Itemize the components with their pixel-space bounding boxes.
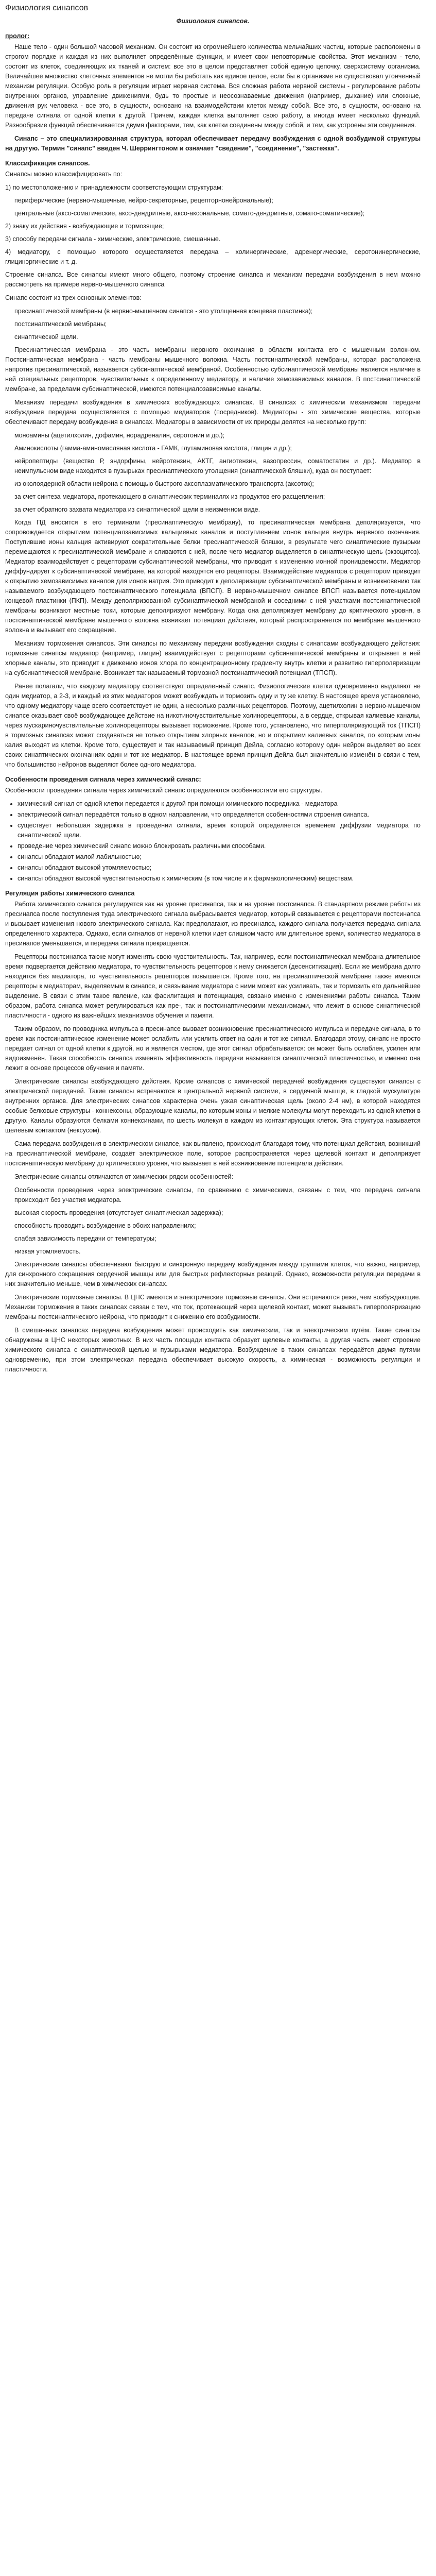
paragraph: Синапс состоит из трех основных элементов: — [5, 294, 142, 302]
paragraph: Строение синапса. Все синапсы имеют много общего, поэтому строение синапса и механизм передачи возбуждения в нем можно рассмотреть на примере нервно-мышечного синапса — [5, 271, 421, 289]
paragraph: Механизм передачи возбуждения в химических возбуждающих синапсах. В синапсах с химическим механизмом передачи возбуждения передача осуществляется с помощью медиаторов (посредников). Медиаторы - это химические вещества, которые обеспечивают передачу возбуждения в синапсах. Медиаторы в зависимости от их природы делятся на несколько групп: — [5, 399, 421, 426]
list-item: Аминокислоты (гамма-аминомасляная кислота - ГАМК, глутаминовая кислота, глицин и др.); — [14, 445, 292, 452]
list-item: 3) способу передачи сигнала - химические, электрические, смешанные. — [5, 235, 221, 243]
list-item: пресинаптической мембраны (в нервно-мышечном синапсе - это утолщенная концевая пластинка); — [14, 308, 313, 315]
list-item: постсинаптической мембраны; — [14, 320, 107, 328]
list-item: слабая зависимость передачи от температуры; — [14, 1235, 156, 1243]
list-item: • электрический сигнал передаётся только в одном направлении, что определяется особенностями строения синапса. — [18, 810, 421, 820]
paragraph: Когда ПД вносится в его терминали (пресинаптическую мембрану), то пресинаптическая мембрана деполяризуется, что сопровождается открытием потенциалзависимых кальциевых каналов и поступлением ионов кальция внутрь нервного окончания. Поступившие ионы кальция активируют сократительные белки пресинаптической бляшки, в результате чего синаптические пузырьки перемещаются к пресинаптической мембране и сливаются с ней, после чего медиатор выделяется в синаптическую щель (экзоцитоз). Медиатор взаимодействует с рецепторами субсинаптической мембраны, что приводит к изменению ионной проницаемости. Медиатор диффундирует к субсинаптической мембране, на которой находятся его рецепторы. Взаимодействие медиатора с рецептором приводит к открытию хемозависимых каналов для ионов натрия. Это приводит к деполяризации субсинаптической мембраны и возникновению так называемого возбуждающего постсинаптического потенциала (ВПСП). В нервно-мышечном синапсе ВПСП называется потенциалом концевой пластинки (ПКП). Между деполяризованной субсинаптической мембраной и соседними с ней участками постсинаптической мембраны возникают местные токи, которые деполяризуют мембрану. Когда она деполяризует мембрану до критического уровня, в постсинаптической мембране мышечного волокна возникает потенциал действия, который распространяется по мембране мышечного волокна и вызывает его сокращение. — [5, 519, 421, 634]
paragraph: Наше тело - один большой часовой механизм. Он состоит из огромнейшего количества мельчайших частиц, которые расположены в строгом порядке и каждая из них выполняет определённые функции, и имеет свои неповторимые свойства. Этот механизм - тело, состоит из клеток, соединяющих их тканей и систем: все это в целом представляет собой единую цепочку, сверхсистему организма. Величайшее множество клеточных элементов не могли бы работать как единое целое, если бы в организме не существовал утонченный механизм регуляции. Особую роль в регуляции играет нервная система. Вся сложная работа нервной системы - регулирование работы внутренних органов, управление движениями, будь то простые и неосознаваемые движения (например, дыхание) или сложные, движения рук человека - все это, в сущности, основано на взаимодействии клеток между собой. Все это, в сущности, основано на передаче сигнала от одной клетки к другой. Причем, каждая клетка выполняет свою работу, а иногда имеет несколько функций. Разнообразие функций обеспечивается двумя факторами, тем, как клетки соединены между собой, и тем, как устроены эти соединения. — [5, 43, 421, 129]
list-item: синаптической щели. — [14, 333, 78, 341]
list-item: • синапсы обладают высокой чувствительностью к химическим (в том числе и к фармакологическим) веществам. — [18, 874, 421, 884]
classification-heading: Классификация синапсов. — [5, 160, 90, 167]
list-item: за счет синтеза медиатора, протекающего в синаптических терминалях из продуктов его расщепления; — [14, 493, 325, 501]
list-item: высокая скорость проведения (отсутствует синаптическая задержка); — [14, 1209, 223, 1217]
paragraph: Пресинаптическая мембрана - это часть мембраны нервного окончания в области контакта его с мышечным волокном. Постсинаптическая мембрана - часть мембраны мышечного волокна. Часть постсинаптической мембраны, которая расположена напротив пресинаптической, называется субсинаптической мембраной. Особенностью субсинаптической мембраны является наличие в ней специальных рецепторов, чувствительных к определенному медиатору, и наличие хемозависимых каналов. В постсинаптической мембране, за пределами субсинаптической, имеются потенциалозависимые каналы. — [5, 346, 421, 393]
page-title: Физиология синапсов — [5, 4, 89, 12]
paragraph: Электрические тормозные синапсы. В ЦНС имеются и электрические тормозные синапсы. Они встречаются реже, чем возбуждающие. Механизм торможения в таких синапсах связан с тем, что ток, протекающий через щелевой контакт, может вызывать гиперполяризацию мембраны постсинаптического нейрона, что приводит к снижению его возбудимости. — [5, 1294, 421, 1321]
list-item: • синапсы обладают малой лабильностью; — [18, 852, 421, 862]
list-item: нейропептиды (вещество Р, эндорфины, нейротензин, АКТГ, ангиотензин, вазопрессин, соматостатин и др.). Медиатор в неимпульсном виде находится в пузырьках пресинаптического утолщения (синаптической бляшки), куда он поступает: — [14, 457, 421, 475]
list-item: низкая утомляемость. — [14, 1248, 81, 1256]
list-item: центральные (аксо-соматические, аксо-дендритные, аксо-аксональные, сомато-дендритные, сомато-соматические); — [14, 210, 365, 217]
paragraph: Электрические синапсы возбуждающего действия. Кроме синапсов с химической передачей возбуждения существуют синапсы с электрической передачей. Такие синапсы встречаются в центральной нервной системе, в сердечной мышце, в гладкой мускулатуре внутренних органов. Для электрических синапсов характерна очень узкая синаптическая щель (около 2-4 нм), в которой находятся особые белковые структуры - коннексоны, образующие каналы, по которым ионы и мелкие молекулы могут переходить из одной клетки в другую. Каналы образуются белками коннексинами, по шесть молекул в каждом из контактирующих клеток. Эта структура называется щелевым контактом (нексусом). — [5, 1078, 421, 1134]
list-item: • существует небольшая задержка в проведении сигнала, время которой определяется временем диффузии медиатора по синаптической щели. — [18, 821, 421, 840]
list-item: за счет обратного захвата медиатора из синаптической щели в неизменном виде. — [14, 506, 260, 514]
list-item: способность проводить возбуждение в обоих направлениях; — [14, 1222, 196, 1230]
list-item: 4) медиатору, с помощью которого осуществляется передача – холинергические, адренергические, серотонинергические, глицинэргические и т. д. — [5, 248, 421, 266]
paragraph: Особенности проведения сигнала через химический синапс определяются особенностями его структуры. — [5, 787, 323, 794]
features-list — [5, 799, 421, 884]
paragraph: Синапсы можно классифицировать по: — [5, 171, 123, 178]
prologue-heading: пролог: — [5, 32, 30, 40]
list-item: моноамины (ацетилхолин, дофамин, норадреналин, серотонин и др.); — [14, 432, 225, 439]
paragraph: Сама передача возбуждения в электрическом синапсе, как выявлено, происходит благодаря тому, что потенциал действия, возникший на пресинаптической мембране, создаёт электрическое поле, которое распространяется через щелевой контакт и деполяризует постсинаптическую мембрану до критического уровня, что вызывает в ней возникновение потенциала действия. — [5, 1140, 421, 1167]
paragraph: Электрические синапсы обеспечивают быструю и синхронную передачу возбуждения между группами клеток, что важно, например, для синхронного сокращения сердечной мышцы или для быстрых рефлекторных реакций. Однако, возможности регуляции передачи в них значительно меньше, чем в химических синапсах. — [5, 1261, 421, 1288]
list-item: 2) знаку их действия - возбуждающие и тормозящие; — [5, 223, 164, 230]
paragraph: В смешанных синапсах передача возбуждения может происходить как химическим, так и электрическим путём. Такие синапсы обнаружены в ЦНС некоторых животных. В них часть площади контакта образует щелевые контакты, а другая часть имеет строение химического синапса с синаптической щелью и пузырьками медиатора. Возбуждение в таких синапсах передаётся двумя путями одновременно, при этом электрическая передача обеспечивает высокую скорость, а химическая - возможность регуляции и пластичности. — [5, 1327, 421, 1374]
paragraph: Механизм торможения синапсов. Эти синапсы по механизму передачи возбуждения сходны с синапсами возбуждающего действия: тормозные синапсы медиатор (например, глицин) взаимодействует с рецепторами субсинаптической мембраны и открывает в ней хлорные каналы, это приводит к движению ионов хлора по концентрационному градиенту внутрь клетки и развитию гиперполяризации на субсинаптической мембране. Возникает так называемый тормозной постсинаптический потенциал (ТПСП). — [5, 640, 421, 677]
list-item: • химический сигнал от одной клетки передается к другой при помощи химического посредника - медиатора — [18, 799, 421, 809]
list-item: 1) по местоположению и принадлежности соответствующим структурам: — [5, 184, 223, 192]
features-heading: Особенности проведения сигнала через химический синапс: — [5, 776, 201, 784]
list-item: периферические (нервно-мышечные, нейро-секреторные, рецепторнонейрональные); — [14, 197, 273, 205]
list-item: • синапсы обладают высокой утомляемостью; — [18, 863, 421, 873]
list-item: из околоядерной области нейрона с помощью быстрого аксоплазматического транспорта (аксоток); — [14, 480, 314, 488]
paragraph: Электрические синапсы отличаются от химических рядом особенностей: — [14, 1173, 234, 1181]
paragraph: Работа химического синапса регулируется как на уровне пресинапса, так и на уровне постсинапса. В стандартном режиме работы из пресинапса после поступления туда электрического сигнала выбрасывается медиатор, который связывается с рецепторами постсинапса и вызывает изменения нового электрического сигнала. Как предполагают, из пресинапса, каждого сигнала получается передача сигнала определенного характера. Однако, если сигналов от нервной клетки идет слишком часто или длительное время, количество медиатора в пресинапсе уменьшается, и передача сигнала прекращается. — [5, 901, 421, 947]
list-item: • проведение через химический синапс можно блокировать различными способами. — [18, 841, 421, 851]
synapse-definition: Синапс – это специализированная структура, которая обеспечивает передачу возбуждения с одной возбудимой структуры на другую. Термин "синапс" введен Ч. Шеррингтоном и означает "сведение", "соединение", "застежка". — [5, 135, 421, 152]
paragraph: Ранее полагали, что каждому медиатору соответствует определенный синапс. Физиологические клетки одновременно выделяют не один медиатор, а 2-3, и каждый из этих медиаторов может возбуждать и тормозить одну и ту же клетку. В настоящее время установлено, что одному медиатору чаще всего соответствует не один, а несколько различных рецепторов. Поэтому, ацетилхолин в нервно-мышечном синапсе оказывает своё возбуждающее действие на никотиночувствительные холинорецепторы, а в сердце, открывая калиевые каналы, через мускариночувствительные холинорецепторы вызывает торможение. Кроме того, установлено, что гиперполяризующий ток (ТПСП) в тормозных синапсах может создаваться не только открытием хлорных каналов, но и открытием калиевых каналов, по которым ионы калия выходят из клетки. Кроме того, существует и так называемый принцип Дейла, согласно которому один нейрон выделяет во всех своих синаптических окончаниях один и тот же медиатор. В настоящее время принцип Дейла был значительно изменён в связи с тем, что большинство нейронов выделяют более одного медиатора. — [5, 683, 421, 769]
regulation-heading: Регуляция работы химического синапса — [5, 890, 135, 897]
paragraph: Таким образом, по проводника импульса в пресинапсе вызвает возникновение пресинаптического импульса и передаче сигнала, в то время как постсинаптическое изменение может ослабить или усилить ответ на один и тот же сигнал. Благодаря этому, синапс не просто передает сигнал от одной клетки к другой, но и является местом, где этот сигнал обрабатывается: он может быть ослаблен, усилен или видоизменён. Такая способность синапса изменять эффективность передачи называется синаптической пластичностью, и именно она лежит в основе процессов обучения и памяти. — [5, 1025, 421, 1072]
list-item: Особенности проведения через электрические синапсы, по сравнению с химическими, связаны с тем, что передача сигнала происходит без участия медиатора. — [14, 1187, 421, 1204]
document-subtitle: Физиология синапсов. — [176, 18, 250, 25]
paragraph: Рецепторы постсинапса также могут изменять свою чувствительность. Так, например, если постсинаптическая мембрана длительное время подвергается действию медиатора, то чувствительность рецепторов к нему снижается (десенситизация). Если же мембрана долго находится без медиатора, то чувствительность рецепторов повышается. Кроме того, на пресинаптической мембране также имеются рецепторы к медиаторам, выделяемым в синапсе, и связывание медиатора с ними может как усиливать, так и тормозить его дальнейшее выделение. В связи с этим такое явление, как фасилитация и потенциация, связано именно с изменениями работы синапса. Таким образом, работа синапса может регулироваться как пре-, так и постсинаптическими механизмами, что лежит в основе синаптической пластичности - одного из важнейших механизмов обучения и памяти. — [5, 953, 421, 1020]
